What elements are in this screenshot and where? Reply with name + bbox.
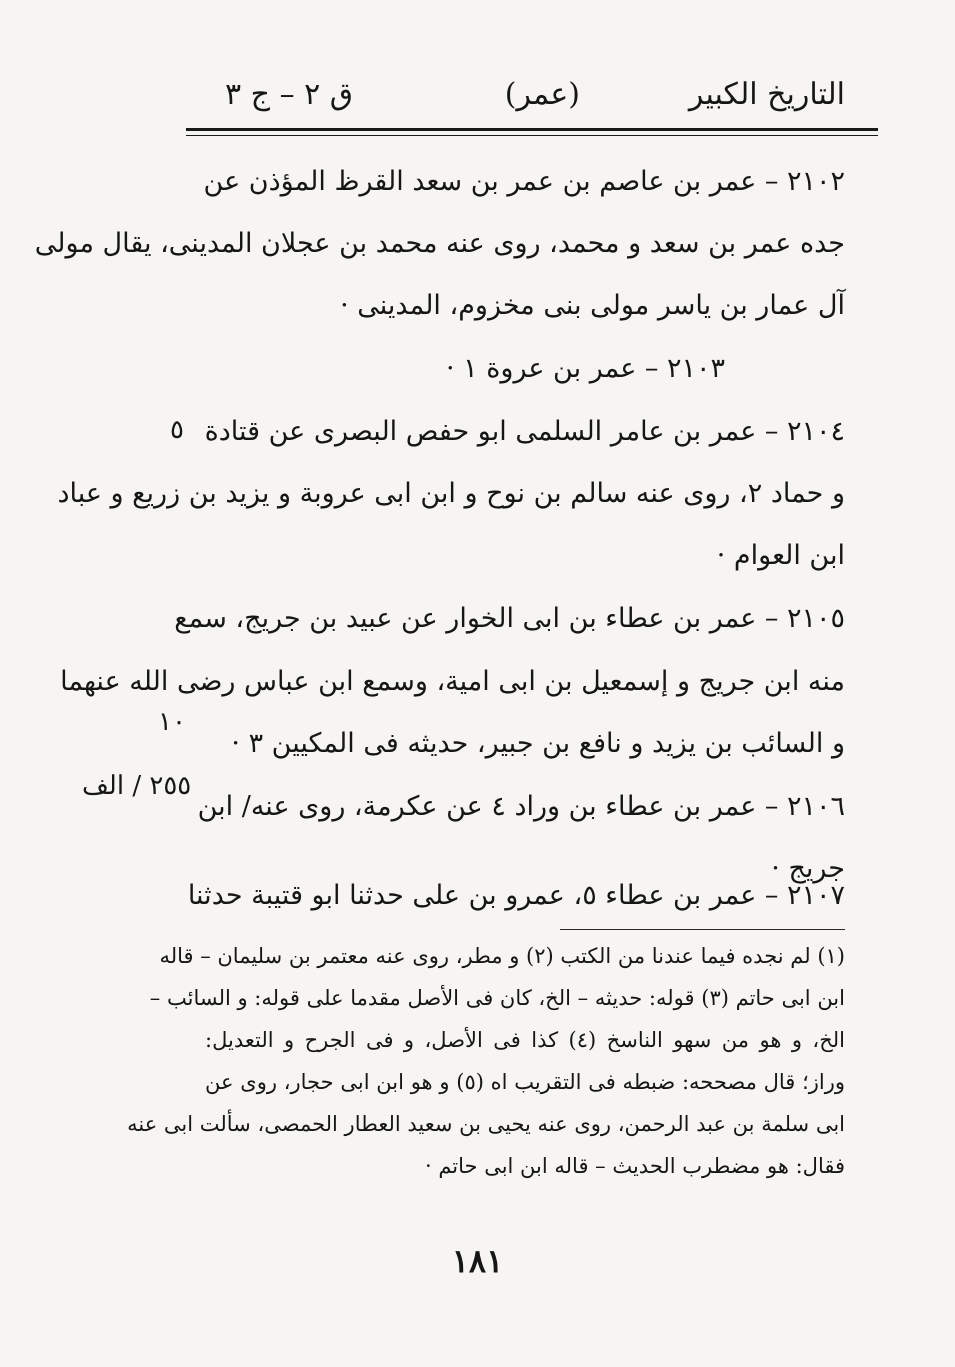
- margin-line-number: ١٠: [158, 707, 186, 737]
- body-line: ٢١٠٥ – عمر بن عطاء بن ابى الخوار عن عبيد بن جريج، سمع: [174, 603, 845, 634]
- header-book-title: التاريخ الكبير: [688, 77, 845, 112]
- body-line: و حماد ٢، روى عنه سالم بن نوح و ابن ابى عروبة و يزيد بن زريع و عباد: [57, 478, 845, 509]
- margin-line-number: ٥: [170, 415, 184, 445]
- header-rule-thick: [186, 128, 878, 131]
- body-line: ٢١٠٢ – عمر بن عاصم بن عمر بن سعد القرظ المؤذن عن: [203, 166, 845, 197]
- header-volume: ق ٢ – ج ٣: [225, 77, 354, 112]
- footnote-line: وراز؛ قال مصححه: ضبطه فى التقريب اه (٥) و هو ابن ابى حجار، روى عن: [205, 1070, 845, 1094]
- page-number: ١٨١: [451, 1242, 504, 1280]
- margin-folio-marker: ٢٥٥ / الف: [82, 771, 192, 801]
- body-line: ٢١٠٣ – عمر بن عروة ١ ·: [446, 353, 725, 384]
- body-line: ٢١٠٧ – عمر بن عطاء ٥، عمرو بن على حدثنا ابو قتيبة حدثنا: [187, 880, 845, 911]
- body-line: منه ابن جريج و إسمعيل بن ابى امية، وسمع ابن عباس رضى الله عنهما: [60, 666, 845, 697]
- footnote-line: ابن ابى حاتم (٣) قوله: حديثه – الخ، كان فى الأصل مقدما على قوله: و السائب –: [149, 986, 845, 1010]
- header-section: (عمر): [504, 77, 580, 112]
- footnote-line: الخ، و هو من سهو الناسخ (٤) كذا فى الأصل، و فى الجرح و التعديل:: [205, 1028, 846, 1052]
- footnote-line: (١) لم نجده فيما عندنا من الكتب (٢) و مطر، روى عنه معتمر بن سليمان – قاله: [159, 944, 845, 968]
- header-rule-thin: [186, 135, 878, 136]
- body-line: ٢١٠٤ – عمر بن عامر السلمى ابو حفص البصرى عن قتادة: [204, 416, 845, 447]
- body-line: ابن العوام ·: [716, 540, 845, 571]
- footnote-line: فقال: هو مضطرب الحديث – قاله ابن ابى حاتم ·: [424, 1154, 845, 1178]
- running-header: [205, 66, 845, 124]
- body-line: ٢١٠٦ – عمر بن عطاء بن وراد ٤ عن عكرمة، روى عنه/ ابن: [197, 791, 845, 822]
- body-line: آل عمار بن ياسر مولى بنى مخزوم، المدينى ·: [340, 290, 845, 321]
- footnote-line: ابى سلمة بن عبد الرحمن، روى عنه يحيى بن سعيد العطار الحمصى، سألت ابى عنه: [127, 1112, 845, 1136]
- body-line: جده عمر بن سعد و محمد، روى عنه محمد بن عجلان المدينى، يقال مولى: [34, 228, 845, 259]
- body-line: و السائب بن يزيد و نافع بن جبير، حديثه فى المكيين ٣ ·: [231, 728, 845, 759]
- body-line: جريج ·: [771, 853, 845, 884]
- footnote-rule: [560, 929, 845, 930]
